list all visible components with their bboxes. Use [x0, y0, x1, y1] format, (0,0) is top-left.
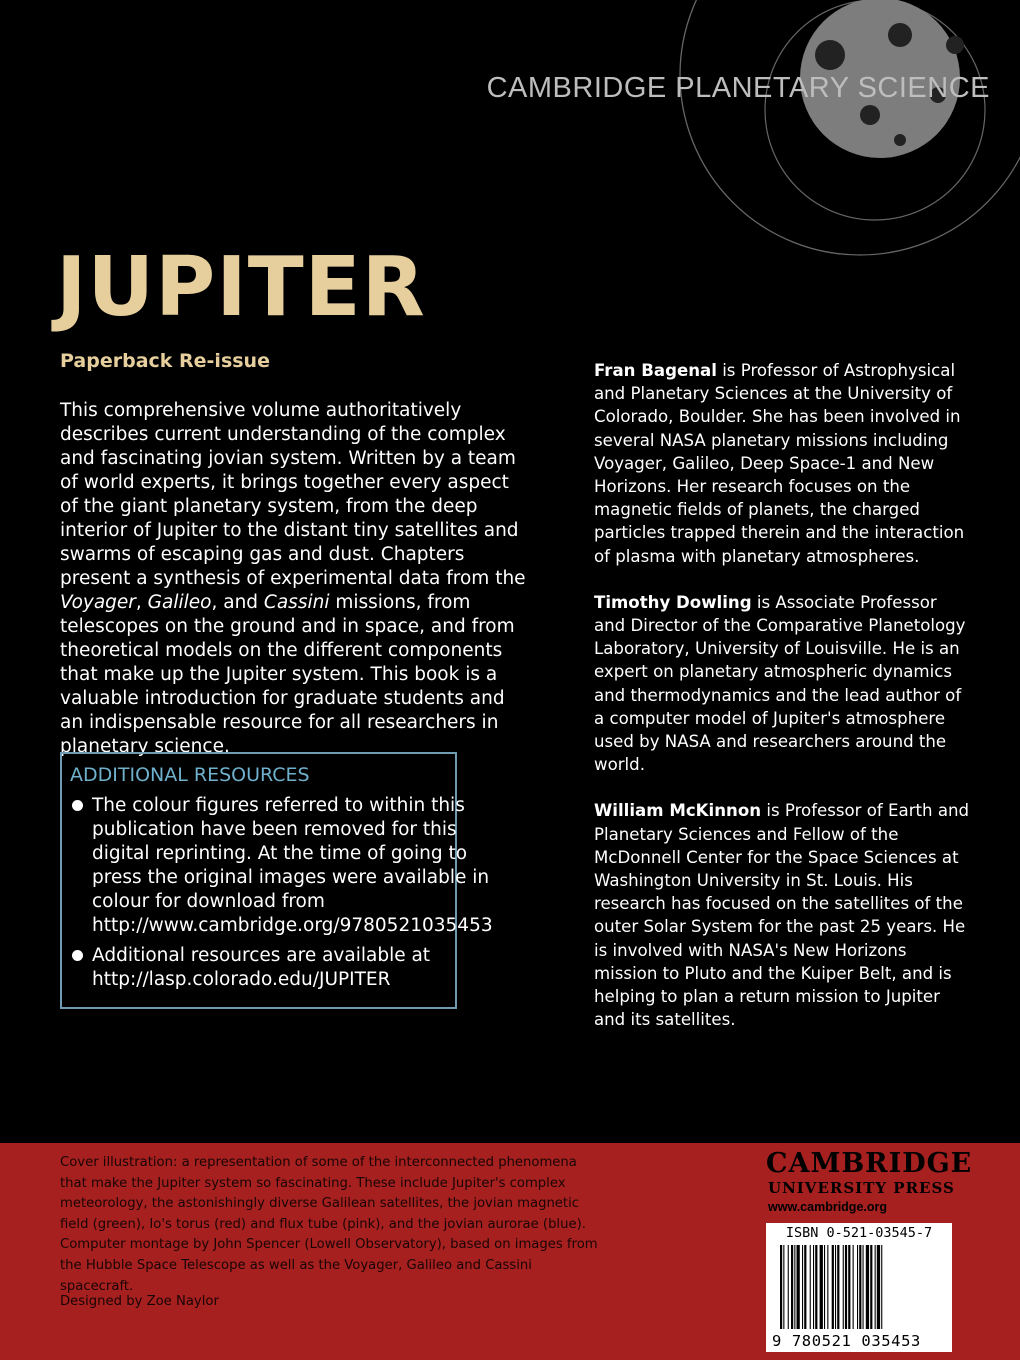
publisher-subname: UNIVERSITY PRESS [768, 1179, 955, 1197]
barcode-bar [881, 1245, 882, 1329]
author-bio-text: is Professor of Astrophysical and Planetary Sciences at the University of Colorado, Boulder. She has been involved in several NASA planetary missions including Voyager, Galileo, Deep Space-1 and New Horizons. Her research focuses on the magnetic fields of planets, the charged particles trapped therein and the interaction of plasma with planetary atmospheres. [594, 361, 965, 566]
crater-2 [860, 105, 880, 125]
barcode-bar [853, 1245, 854, 1329]
barcode-bar [859, 1245, 861, 1329]
barcode-bar [815, 1245, 817, 1329]
resource-item [70, 944, 447, 992]
bullet-icon [70, 944, 92, 992]
bullet-icon [70, 794, 92, 938]
planet-orbit-illustration [0, 0, 1020, 280]
book-title: JUPITER [56, 240, 426, 335]
barcode-bar [804, 1245, 806, 1329]
mission-galileo: Galileo [147, 592, 212, 613]
crater-6 [894, 134, 906, 146]
description-sep-1: , [135, 592, 148, 613]
publisher-logo [766, 1148, 973, 1214]
barcode-bar [797, 1245, 800, 1329]
designer-credit: Designed by Zoe Naylor [60, 1294, 219, 1309]
barcode-bar [794, 1245, 795, 1329]
barcode-bar [866, 1245, 869, 1329]
barcode-bar [857, 1245, 858, 1329]
description-text-1: This comprehensive volume authoritatively describes current understanding of the complex and fascinating jovian system. Written by a team of world experts, it brings together every aspect of the giant planetary system, from the deep interior of Jupiter to the distant tiny satellites and swarms of escaping gas and dust. Chapters present a synthesis of experimental data from the [60, 400, 526, 589]
barcode-bar [832, 1245, 834, 1329]
mission-voyager: Voyager [60, 592, 136, 613]
mission-cassini: Cassini [263, 592, 330, 613]
barcode-bar [791, 1245, 793, 1329]
crater-3 [888, 23, 912, 47]
author-name: Timothy Dowling [594, 592, 752, 612]
book-description [60, 399, 530, 759]
description-text-2: missions, from telescopes on the ground and in space, and from theoretical models on the different components that make up the Jupiter system. This book is a valuable introduction for graduate students and an indispensable resource for all researchers in planetary science. [60, 592, 515, 757]
publisher-website: www.cambridge.org [768, 1200, 888, 1214]
barcode-bar [780, 1245, 782, 1329]
barcode-bar [835, 1245, 836, 1329]
barcode-bar [824, 1245, 825, 1329]
barcode-bar [820, 1245, 823, 1329]
author-bio-text: is Professor of Earth and Planetary Sciences and Fellow of the McDonnell Center for the Space Sciences at Washington University in St. Louis. His research has focused on the satellites of the outer Solar System for the past 25 years. He is involved with NASA's New Horizons mission to Pluto and the Kuiper Belt, and is helping to plan a return mission to Jupiter and its satellites. [594, 801, 970, 1030]
crater-1 [815, 40, 845, 70]
resource-text: The colour figures referred to within this publication have been removed for this digital reprinting. At the time of going to press the original images were available in colour for download from http://www.cambridge.org/9780521035453 [92, 795, 493, 936]
series-title: CAMBRIDGE PLANETARY SCIENCE [486, 72, 990, 104]
barcode-bar [875, 1245, 876, 1329]
barcode-bar [870, 1245, 872, 1329]
barcode-bar [810, 1245, 811, 1329]
barcode-bar [877, 1245, 880, 1329]
publisher-name: CAMBRIDGE [766, 1148, 973, 1179]
barcode-bar [848, 1245, 850, 1329]
author-bio-dowling [594, 591, 970, 777]
author-name: Fran Bagenal [594, 361, 717, 380]
description-sep-2: , and [211, 592, 264, 613]
barcode-bar [802, 1245, 803, 1329]
resource-text: Additional resources are available at http://lasp.colorado.edu/JUPITER [92, 945, 431, 990]
author-bio-text: is Associate Professor and Director of the Comparative Planetology Laboratory, University of Louisville. He is an expert on planetary atmospheric dynamics and thermodynamics and the lead author of a computer model of Jupiter's atmosphere used by NASA and researchers around the world. [594, 592, 966, 775]
author-name: William McKinnon [594, 801, 762, 821]
crater-5 [946, 36, 964, 54]
edition-note: Paperback Re-issue [60, 350, 270, 372]
resources-heading: ADDITIONAL RESOURCES [70, 764, 310, 786]
isbn-label: ISBN 0-521-03545-7 [785, 1225, 933, 1241]
ean-number: 9 780521 035453 [772, 1332, 921, 1350]
footer-band [0, 1143, 1020, 1360]
cover-credit: Cover illustration: a representation of some of the interconnected phenomena that make the Jupiter system so fascinating. These include Jupiter's complex meteorology, the astonishingly diverse Galilean satellites, the jovian magnetic field (green), Io's torus (red) and flux tube (pink), and the jovian aurorae (blue). Computer montage by John Spencer (Lowell Observatory), based on images from the Hubble Space Telescope as well as the Voyager, Galileo and Cassini spacecraft. [60, 1155, 598, 1294]
resource-item [70, 794, 493, 938]
author-bio-bagenal [594, 359, 970, 568]
barcode-bar [845, 1245, 847, 1329]
barcode-bar [837, 1245, 839, 1329]
author-bios [594, 359, 970, 1054]
additional-resources-box [60, 752, 493, 1009]
barcode-bar [783, 1245, 784, 1329]
author-bio-mckinnon [594, 799, 970, 1031]
barcode-bar [788, 1245, 789, 1329]
barcode-bars [766, 1243, 952, 1333]
barcode-bar [827, 1245, 828, 1329]
barcode-bar [843, 1245, 844, 1329]
barcode-bar [813, 1245, 814, 1329]
barcode-bar [863, 1245, 864, 1329]
barcode [766, 1223, 952, 1352]
